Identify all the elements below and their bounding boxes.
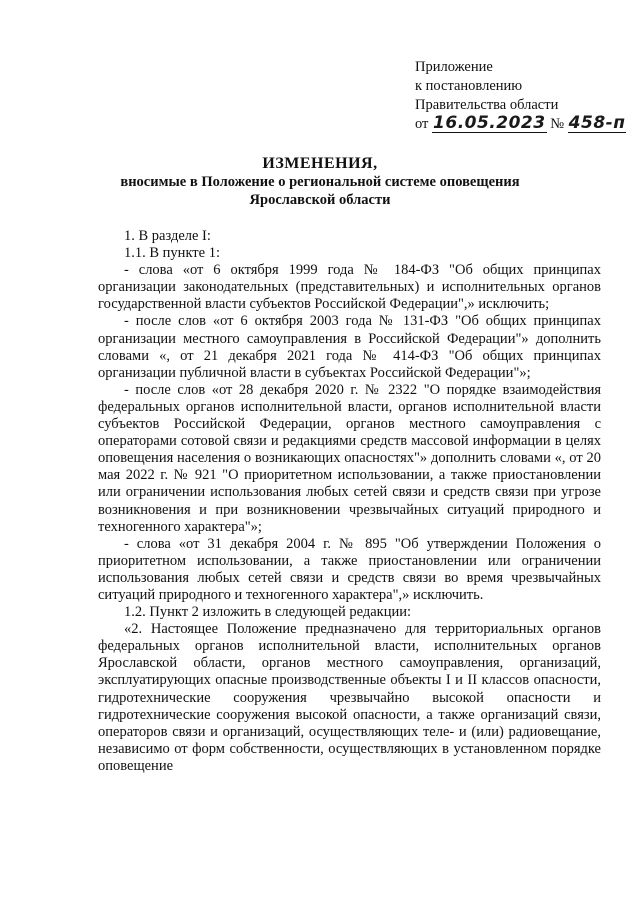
document-title [0, 155, 640, 209]
appendix-line-3: Правительства области [415, 97, 559, 113]
appendix-block [415, 58, 626, 134]
section-heading: 1. В разделе I: [124, 228, 211, 244]
title-main: ИЗМЕНЕНИЯ, [262, 155, 378, 172]
appendix-date-number [415, 115, 626, 134]
subsection-heading: 1.1. В пункте 1: [124, 245, 220, 262]
number-prefix: № [550, 116, 565, 132]
body-paragraph: - после слов «от 28 декабря 2020 г. № 2322 "О порядке взаимодействия федеральных органов исполнительной власти, органов исполнительной власти субъектов Российской Федерации, органов местного самоуправления с операторами сотовой связи и редакциями средств массовой информации в целях оповещения населения о возникающих опасностях"» дополнить словами «, от 20 мая 2022 г. № 921 "О приоритетном использовании, а также приостановлении или ограничении использования любых сетей связи и средств связи при угрозе возникновения и при возникновении чрезвычайных ситуаций природного и техногенного характера"»; [98, 381, 601, 535]
body-paragraph: - слова «от 6 октября 1999 года № 184-ФЗ "Об общих принципах организации законодательных (представительных) и исполнительных органов государственной власти субъектов Российской Федерации",» исключить; [98, 262, 601, 313]
handwritten-date: 16.05.2023 [433, 113, 546, 133]
appendix-line-1: Приложение [415, 59, 493, 75]
date-prefix: от [415, 116, 429, 132]
appendix-line-2: к постановлению [415, 78, 523, 94]
document-body [98, 228, 601, 775]
subsection-heading: 1.2. Пункт 2 изложить в следующей редакции: [124, 604, 412, 621]
title-subtitle-line-2: Ярославской области [249, 192, 391, 208]
title-subtitle-line-1: вносимые в Положение о региональной системе оповещения [120, 174, 520, 190]
body-paragraph: - слова «от 31 декабря 2004 г. № 895 "Об утверждении Положения о приоритетном использовании, а также приостановлении или ограничении использования любых сетей связи и средств связи во время чрезвычайных ситуаций природного и техногенного характера",» исключить. [98, 535, 601, 603]
body-paragraph: - после слов «от 6 октября 2003 года № 131-ФЗ "Об общих принципах организации местного самоуправления в Российской Федерации"» дополнить словами «, от 21 декабря 2021 года № 414-ФЗ "Об общих принципах организации публичной власти в субъектах Российской Федерации"»; [98, 313, 601, 381]
body-paragraph: «2. Настоящее Положение предназначено для территориальных органов федеральных органов исполнительной власти, исполнительных органов Ярославской области, органов местного самоуправления, организаций, эксплуатирующих опасные производственные объекты I и II классов опасности, гидротехнические сооружения чрезвычайно высокой опасности и гидротехнические сооружения высокой опасности, а также организаций связи, операторов связи и организаций, осуществляющих теле- и (или) радиовещание, независимо от форм собственности, осуществляющих в установленном порядке оповещение [98, 621, 601, 774]
handwritten-number: 458-п [568, 113, 626, 133]
